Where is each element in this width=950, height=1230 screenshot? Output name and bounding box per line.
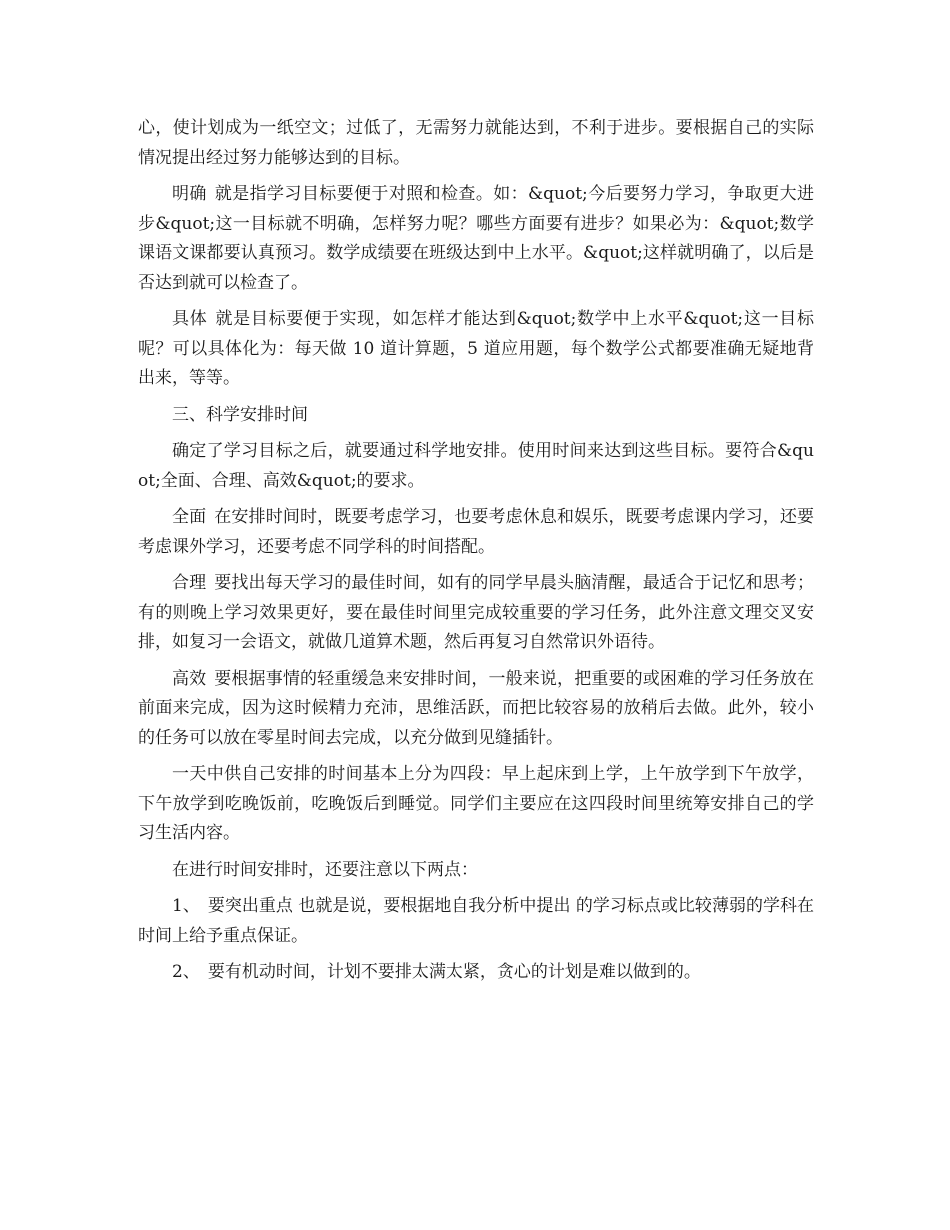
paragraph-9: [138, 760, 814, 849]
paragraph-5: [138, 437, 814, 496]
paragraph-3: [138, 305, 814, 394]
paragraph-text: 就是目标要便于实现，如怎样才能达到&quot;数学中上水平&quot;这一目标呢？可以具体化为：每天做 10 道计算题，5 道应用题，每个数学公式都要准确无疑地背出来，等等。: [138, 309, 815, 388]
paragraph-text: 在进行时间安排时，还要注意以下两点：: [172, 859, 478, 880]
paragraph-term: 具体: [172, 309, 208, 329]
paragraph-term: 合理: [172, 573, 207, 593]
document-body: [138, 114, 814, 995]
paragraph-text: 要找出每天学习的最佳时间，如有的同学早晨头脑清醒，最适合于记忆和思考；有的则晚上学习效果更好，要在最佳时间里完成较重要的学习任务，此外注意文理交叉安排，如复习一会语文，就做几道算术题，然后再复习自然常识外语待。: [138, 573, 815, 652]
paragraph-10: [138, 856, 814, 886]
paragraph-text: 要根据事情的轻重缓急来安排时间，一般来说，把重要的或困难的学习任务放在前面来完成，因为这时候精力充沛，思维活跃，而把比较容易的放稍后去做。此外，较小的任务可以放在零星时间去完成，以充分做到见缝插针。: [138, 668, 815, 748]
paragraph-text: 在安排时间时，既要考虑学习，也要考虑休息和娱乐，既要考虑课内学习，还要考虑课外学习，还要考虑不同学科的时间搭配。: [138, 507, 815, 557]
paragraph-8: [138, 665, 814, 754]
paragraph-text: 一天中供自己安排的时间基本上分为四段：早上起床到上学，上午放学到下午放学，下午放学到吃晚饭前，吃晚饭后到睡觉。同学们主要应在这四段时间里统筹安排自己的学习生活内容。: [138, 764, 814, 843]
section-heading: [138, 401, 814, 431]
paragraph-7: [138, 569, 814, 658]
paragraph-text: 要突出重点 也就是说，要根据地自我分析中提出 的学习标点或比较薄弱的学科在时间上给予重点保证。: [138, 896, 814, 946]
paragraph-1: [138, 114, 814, 173]
paragraph-text: 就是指学习目标要便于对照和检查。如：&quot;今后要努力学习，争取更大进步&quot;这一目标就不明确，怎样努力呢？哪些方面要有进步？如果必为：&quot;数学课语文课都要认真预习。数学成绩要在班级达到中上水平。&quot;这样就明确了，以后是否达到就可以检查了。: [138, 184, 815, 293]
paragraph-text: 要有机动时间，计划不要排太满太紧，贪心的计划是难以做到的。: [207, 962, 701, 982]
paragraph-term: 明确: [172, 184, 207, 204]
paragraph-6: [138, 503, 814, 562]
paragraph-term: 高效: [172, 668, 207, 689]
paragraph-2: [138, 180, 814, 298]
paragraph-text: 三、科学安排时间: [172, 404, 308, 425]
paragraph-text: 心，使计划成为一纸空文；过低了，无需努力就能达到，不利于进步。要根据自己的实际情况提出经过努力能够达到的目标。: [138, 118, 814, 168]
list-number: 1、: [172, 896, 200, 916]
paragraph-text: 确定了学习目标之后，就要通过科学地安排。使用时间来达到这些目标。要符合&quot;全面、合理、高效&quot;的要求。: [138, 441, 814, 491]
list-number: 2、: [172, 962, 200, 982]
paragraph-term: 全面: [172, 507, 207, 527]
list-item-1: [138, 892, 814, 951]
list-item-2: [138, 958, 814, 988]
